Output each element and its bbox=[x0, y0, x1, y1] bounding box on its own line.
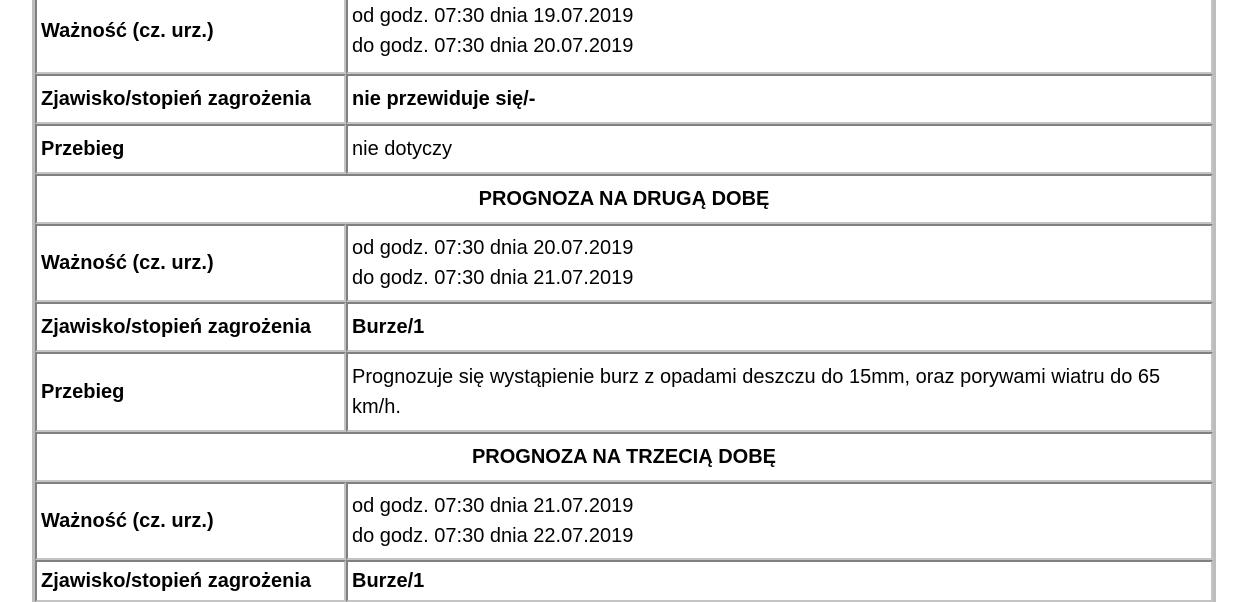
validity-label: Ważność (cz. urz.) bbox=[35, 224, 346, 302]
table-row bbox=[35, 560, 1213, 602]
table-row bbox=[35, 482, 1213, 560]
course-value: nie dotyczy bbox=[346, 124, 1213, 174]
phenomenon-label: Zjawisko/stopień zagrożenia bbox=[35, 560, 346, 602]
table-row bbox=[35, 74, 1213, 124]
validity-from: od godz. 07:30 dnia 21.07.2019 bbox=[352, 495, 634, 517]
section-header-row bbox=[35, 432, 1213, 482]
phenomenon-value: Burze/1 bbox=[346, 560, 1213, 602]
table-row bbox=[35, 224, 1213, 302]
course-label: Przebieg bbox=[35, 124, 346, 174]
validity-to: do godz. 07:30 dnia 20.07.2019 bbox=[352, 35, 634, 57]
section-header-day3: PROGNOZA NA TRZECIĄ DOBĘ bbox=[35, 432, 1213, 482]
course-value: Prognozuje się wystąpienie burz z opadami deszczu do 15mm, oraz porywami wiatru do 65 km/h. bbox=[346, 352, 1213, 432]
validity-label: Ważność (cz. urz.) bbox=[35, 0, 346, 74]
section-header-row bbox=[35, 174, 1213, 224]
phenomenon-value: nie przewiduje się/- bbox=[346, 74, 1213, 124]
section-header-day2: PROGNOZA NA DRUGĄ DOBĘ bbox=[35, 174, 1213, 224]
validity-to: do godz. 07:30 dnia 21.07.2019 bbox=[352, 267, 634, 289]
phenomenon-value: Burze/1 bbox=[346, 302, 1213, 352]
table-row bbox=[35, 0, 1213, 74]
phenomenon-label: Zjawisko/stopień zagrożenia bbox=[35, 74, 346, 124]
validity-value bbox=[346, 482, 1213, 560]
validity-label: Ważność (cz. urz.) bbox=[35, 482, 346, 560]
course-label: Przebieg bbox=[35, 352, 346, 432]
table-row bbox=[35, 302, 1213, 352]
table-row bbox=[35, 352, 1213, 432]
phenomenon-label: Zjawisko/stopień zagrożenia bbox=[35, 302, 346, 352]
validity-value bbox=[346, 224, 1213, 302]
validity-from: od godz. 07:30 dnia 20.07.2019 bbox=[352, 237, 634, 259]
table-row bbox=[35, 124, 1213, 174]
validity-value bbox=[346, 0, 1213, 74]
validity-to: do godz. 07:30 dnia 22.07.2019 bbox=[352, 525, 634, 547]
forecast-table bbox=[32, 0, 1216, 602]
validity-from: od godz. 07:30 dnia 19.07.2019 bbox=[352, 5, 634, 27]
